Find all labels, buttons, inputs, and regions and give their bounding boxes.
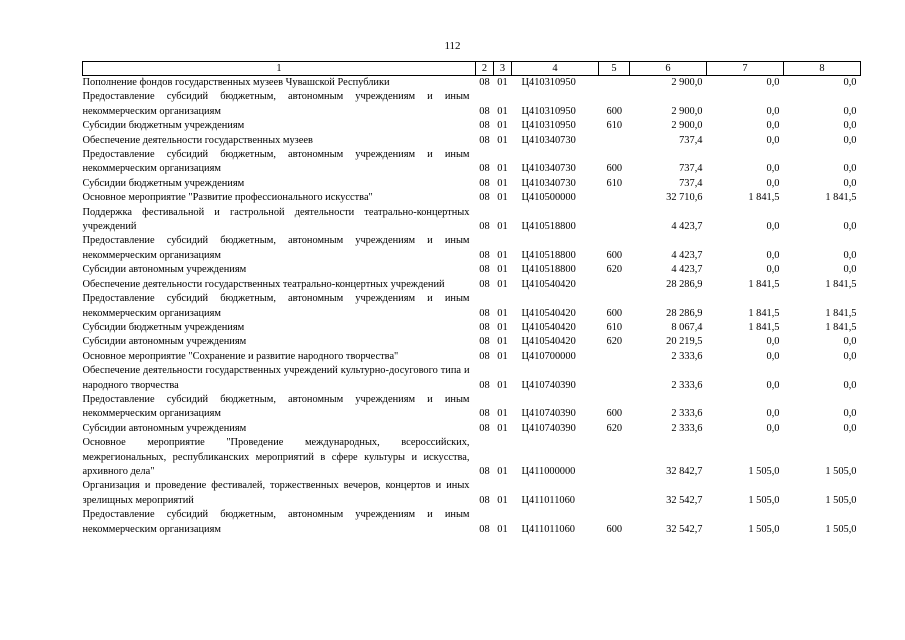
amount-cell: 2 333,6 [671,422,703,434]
section-code-cell: 08 [479,278,490,290]
target-article-cell: Ц410500000 [521,192,576,204]
section-code-cell: 08 [479,77,490,88]
section-code-cell: 08 [479,408,490,420]
header-cell: 8 [784,62,861,76]
table-row [83,234,861,263]
amount-cell: 1 841,5 [825,192,857,204]
amount-cell: 1 505,0 [748,494,780,506]
amount-cell: 1 841,5 [748,278,780,290]
amount-cell: 0,0 [843,336,857,348]
amount-cell: 1 841,5 [748,321,780,333]
amount-cell: 2 900,0 [671,77,703,88]
amount-cell: 1 505,0 [825,523,857,535]
amount-cell: 0,0 [843,221,857,233]
budget-table [82,61,861,537]
amount-cell: 4 423,7 [671,249,703,261]
subsection-code-cell: 01 [497,192,508,204]
table-row [83,479,861,508]
expense-type-cell [599,76,630,91]
amount-cell: 28 286,9 [666,307,703,319]
section-code-cell: 08 [479,163,490,175]
subsection-code-cell: 01 [497,350,508,362]
amount-cell: 737,4 [679,163,703,175]
subsection-code-cell: 01 [497,408,508,420]
amount-cell: 0,0 [766,422,780,434]
subsection-code-cell: 01 [497,523,508,535]
expense-type-cell [599,278,630,292]
expense-type-cell [599,191,630,205]
amount-cell: 0,0 [843,379,857,391]
target-article-cell: Ц410740390 [521,379,576,391]
expense-type-cell: 620 [606,422,623,434]
amount-cell: 0,0 [766,379,780,391]
expense-type-cell [599,134,630,148]
row-name-cell: Предоставление субсидий бюджетным, автономным учреждениям и иным некоммерческим организациям [82,149,470,175]
section-code-cell: 08 [479,221,490,233]
amount-cell: 32 542,7 [666,494,703,506]
subsection-code-cell: 01 [497,321,508,333]
row-name-cell: Предоставление субсидий бюджетным, автономным учреждениям и иным некоммерческим организациям [82,393,470,420]
subsection-code-cell: 01 [497,422,508,434]
section-code-cell: 08 [479,134,490,146]
header-cell: 3 [494,62,512,76]
amount-cell: 2 900,0 [671,120,703,132]
section-code-cell: 08 [479,120,490,132]
amount-cell: 0,0 [843,264,857,276]
amount-cell: 0,0 [766,120,780,132]
page-number: 112 [444,40,461,52]
amount-cell: 1 841,5 [748,192,780,204]
table-row [83,76,861,91]
table-body [83,76,861,538]
section-code-cell: 08 [479,192,490,204]
amount-cell: 2 333,6 [671,350,703,362]
amount-cell: 0,0 [843,120,857,132]
table-row [83,292,861,321]
amount-cell: 0,0 [766,177,780,189]
table-row [83,350,861,364]
subsection-code-cell: 01 [497,163,508,175]
table-row [83,364,861,393]
table-row [83,436,861,479]
table-header [83,62,861,76]
section-code-cell: 08 [479,494,490,506]
target-article-cell: Ц410340730 [521,177,576,189]
target-article-cell: Ц410518800 [521,249,576,261]
expense-type-cell [599,436,630,479]
table-row [83,278,861,292]
target-article-cell: Ц410518800 [521,264,576,276]
expense-type-cell: 600 [606,163,623,175]
row-name-cell: Субсидии бюджетным учреждениям [82,321,245,333]
target-article-cell: Ц410340730 [521,163,576,175]
amount-cell: 32 542,7 [666,523,703,535]
expense-type-cell: 620 [606,264,623,276]
target-article-cell: Ц410310950 [521,77,576,88]
target-article-cell: Ц411011060 [521,494,575,506]
table-row [83,321,861,335]
section-code-cell: 08 [479,350,490,362]
amount-cell: 0,0 [766,134,780,146]
amount-cell: 8 067,4 [671,321,703,333]
expense-type-cell: 600 [606,408,623,420]
section-code-cell: 08 [479,105,490,117]
table-row [83,508,861,537]
row-name-cell: Субсидии автономным учреждениям [82,422,247,434]
expense-type-cell: 610 [606,177,623,189]
expense-type-cell [599,364,630,393]
header-cell: 2 [476,62,494,76]
subsection-code-cell: 01 [497,465,508,477]
target-article-cell: Ц410310950 [521,105,576,117]
expense-type-cell: 610 [606,120,623,132]
expense-type-cell: 600 [606,307,623,319]
amount-cell: 0,0 [766,249,780,261]
target-article-cell: Ц410740390 [521,408,576,420]
row-name-cell: Обеспечение деятельности государственных учреждений культурно-досугового типа и народного творчества [82,365,470,391]
amount-cell: 0,0 [766,77,780,88]
row-name-cell: Предоставление субсидий бюджетным, автономным учреждениям и иным некоммерческим организациям [82,509,470,535]
subsection-code-cell: 01 [497,336,508,348]
header-cell: 4 [512,62,599,76]
amount-cell: 0,0 [766,350,780,362]
amount-cell: 0,0 [843,134,857,146]
header-row [83,62,861,76]
expense-type-cell [599,479,630,508]
row-name-cell: Предоставление субсидий бюджетным, автономным учреждениям и иным некоммерческим организациям [82,91,470,117]
amount-cell: 0,0 [843,350,857,362]
amount-cell: 1 505,0 [748,523,780,535]
subsection-code-cell: 01 [497,249,508,261]
amount-cell: 1 505,0 [825,494,857,506]
expense-type-cell: 600 [606,105,623,117]
table-row [83,119,861,133]
amount-cell: 0,0 [843,422,857,434]
expense-type-cell: 600 [606,249,623,261]
amount-cell: 4 423,7 [671,221,703,233]
expense-type-cell [599,350,630,364]
expense-type-cell: 600 [606,523,623,535]
amount-cell: 2 333,6 [671,379,703,391]
section-code-cell: 08 [479,321,490,333]
row-name-cell: Субсидии бюджетным учреждениям [82,120,245,132]
section-code-cell: 08 [479,422,490,434]
row-name-cell: Обеспечение деятельности государственных театрально-концертных учреждений [82,278,445,290]
subsection-code-cell: 01 [497,278,508,290]
amount-cell: 1 505,0 [825,465,857,477]
section-code-cell: 08 [479,379,490,391]
amount-cell: 1 841,5 [825,307,857,319]
subsection-code-cell: 01 [497,105,508,117]
amount-cell: 1 505,0 [748,465,780,477]
amount-cell: 0,0 [766,105,780,117]
target-article-cell: Ц411011060 [521,523,575,535]
target-article-cell: Ц411000000 [521,465,576,477]
section-code-cell: 08 [479,336,490,348]
row-name-cell: Субсидии бюджетным учреждениям [82,177,245,189]
amount-cell: 1 841,5 [825,321,857,333]
amount-cell: 737,4 [679,177,703,189]
row-name-cell: Субсидии автономным учреждениям [82,264,247,276]
table-row [83,335,861,349]
amount-cell: 2 333,6 [671,408,703,420]
amount-cell: 0,0 [766,163,780,175]
target-article-cell: Ц410310950 [521,120,576,132]
target-article-cell: Ц410700000 [521,350,576,362]
target-article-cell: Ц410540420 [521,307,576,319]
row-name-cell: Организация и проведение фестивалей, торжественных вечеров, концертов и иных зрелищных мероприятий [82,480,470,506]
table-row [83,148,861,177]
amount-cell: 0,0 [766,221,780,233]
subsection-code-cell: 01 [497,264,508,276]
expense-type-cell [599,206,630,235]
target-article-cell: Ц410740390 [521,422,576,434]
header-cell: 5 [599,62,630,76]
amount-cell: 28 286,9 [666,278,703,290]
amount-cell: 0,0 [843,105,857,117]
subsection-code-cell: 01 [497,379,508,391]
subsection-code-cell: 01 [497,494,508,506]
section-code-cell: 08 [479,177,490,189]
amount-cell: 0,0 [843,408,857,420]
header-cell: 6 [630,62,707,76]
amount-cell: 4 423,7 [671,264,703,276]
table-row [83,206,861,235]
subsection-code-cell: 01 [497,221,508,233]
section-code-cell: 08 [479,523,490,535]
amount-cell: 32 710,6 [666,192,703,204]
target-article-cell: Ц410540420 [521,278,576,290]
amount-cell: 1 841,5 [825,278,857,290]
amount-cell: 0,0 [766,336,780,348]
row-name-cell: Основное мероприятие "Проведение международных, всероссийских, межрегиональных, республиканских мероприятий в сфере культуры и искусства, архивного дела" [82,437,470,477]
table-row [83,422,861,436]
target-article-cell: Ц410540420 [521,321,576,333]
header-cell: 1 [83,62,476,76]
section-code-cell: 08 [479,264,490,276]
amount-cell: 2 900,0 [671,105,703,117]
subsection-code-cell: 01 [497,120,508,132]
target-article-cell: Ц410540420 [521,336,576,348]
amount-cell: 20 219,5 [666,336,703,348]
amount-cell: 1 841,5 [748,307,780,319]
table-row [83,393,861,422]
table-row [83,263,861,277]
row-name-cell: Предоставление субсидий бюджетным, автономным учреждениям и иным некоммерческим организациям [82,293,470,319]
amount-cell: 32 842,7 [666,465,703,477]
amount-cell: 0,0 [843,177,857,189]
row-name-cell: Обеспечение деятельности государственных музеев [82,134,313,146]
row-name-cell: Основное мероприятие "Сохранение и развитие народного творчества" [82,350,399,362]
header-cell: 7 [707,62,784,76]
table-row [83,90,861,119]
section-code-cell: 08 [479,307,490,319]
section-code-cell: 08 [479,465,490,477]
subsection-code-cell: 01 [497,177,508,189]
table-row [83,134,861,148]
amount-cell: 737,4 [679,134,703,146]
target-article-cell: Ц410518800 [521,221,576,233]
table-row [83,191,861,205]
expense-type-cell: 610 [606,321,623,333]
row-name-cell: Поддержка фестивальной и гастрольной деятельности театрально-концертных учреждений [82,206,470,233]
row-name-cell: Основное мероприятие "Развитие профессионального искусства" [82,192,373,204]
section-code-cell: 08 [479,249,490,261]
expense-type-cell: 620 [606,336,623,348]
amount-cell: 0,0 [843,163,857,175]
subsection-code-cell: 01 [497,134,508,146]
subsection-code-cell: 01 [497,77,508,88]
row-name-cell: Предоставление субсидий бюджетным, автономным учреждениям и иным некоммерческим организациям [82,235,470,261]
table-row [83,177,861,191]
amount-cell: 0,0 [843,249,857,261]
subsection-code-cell: 01 [497,307,508,319]
amount-cell: 0,0 [843,77,857,88]
target-article-cell: Ц410340730 [521,134,576,146]
amount-cell: 0,0 [766,408,780,420]
row-name-cell: Пополнение фондов государственных музеев Чувашской Республики [82,77,390,88]
row-name-cell: Субсидии автономным учреждениям [82,336,247,348]
amount-cell: 0,0 [766,264,780,276]
